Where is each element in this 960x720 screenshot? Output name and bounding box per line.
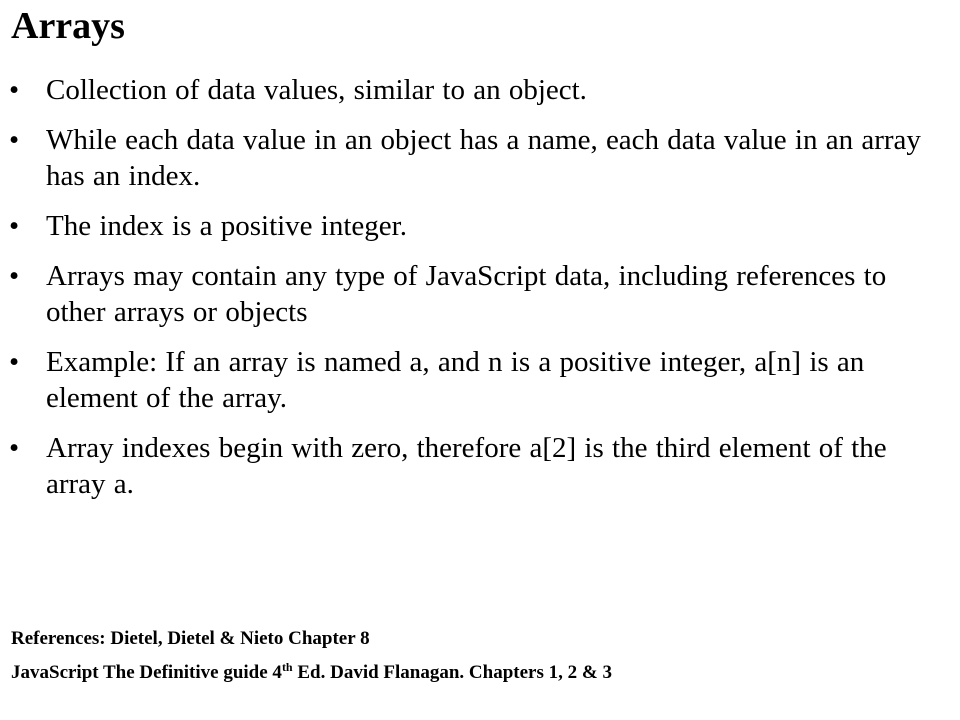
bullet-icon: • xyxy=(9,210,20,242)
bullet-item xyxy=(0,258,960,330)
bullet-text: The index is a positive integer. xyxy=(46,210,407,242)
bullet-icon: • xyxy=(9,74,20,106)
bullet-icon: • xyxy=(9,432,20,464)
reference-line-1: References: Dietel, Dietel & Nieto Chapter 8 xyxy=(11,628,370,649)
bullet-text: While each data value in an object has a name, each data value in an array has an index. xyxy=(46,124,921,192)
bullet-icon: • xyxy=(9,124,20,156)
bullet-list xyxy=(0,72,960,516)
bullet-item xyxy=(0,208,960,244)
bullet-text: Arrays may contain any type of JavaScript data, including references to other arrays or objects xyxy=(46,260,887,328)
bullet-item xyxy=(0,344,960,416)
bullet-text: Collection of data values, similar to an object. xyxy=(46,74,587,106)
bullet-icon: • xyxy=(9,346,20,378)
slide-title: Arrays xyxy=(11,5,125,47)
bullet-text: Example: If an array is named a, and n is a positive integer, a[n] is an element of the array. xyxy=(46,346,865,414)
bullet-item xyxy=(0,430,960,502)
bullet-text: Array indexes begin with zero, therefore a[2] is the third element of the array a. xyxy=(46,432,887,500)
bullet-item xyxy=(0,72,960,108)
bullet-icon: • xyxy=(9,260,20,292)
references xyxy=(11,622,612,690)
reference-edition-superscript: th xyxy=(281,660,293,674)
bullet-item xyxy=(0,122,960,194)
reference-line-2-start: JavaScript The Definitive guide 4 xyxy=(11,662,282,683)
reference-line-2 xyxy=(11,656,612,690)
reference-line-2-end: Ed. David Flanagan. Chapters 1, 2 & 3 xyxy=(292,662,612,683)
